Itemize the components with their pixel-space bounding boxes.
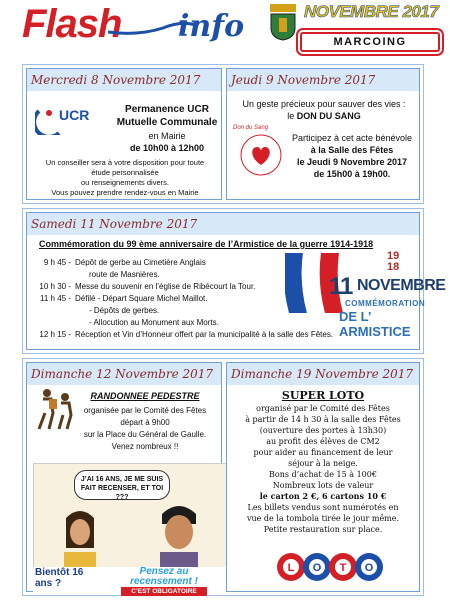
loto-line: pour aider au financement de leur xyxy=(253,448,393,457)
person-girl-illustration xyxy=(60,504,100,574)
panel-heading: Dimanche 12 Novembre 2017 xyxy=(27,363,221,385)
person-boy-illustration xyxy=(154,500,204,574)
svg-text:T: T xyxy=(339,562,347,574)
armistice-years: 19 18 xyxy=(387,250,400,273)
recensement-comic xyxy=(33,463,237,569)
schedule-row: - Dépôts de gerbes. xyxy=(89,306,160,315)
armistice-sub2: DE L’ ARMISTICE xyxy=(339,309,411,339)
panel-randonnee xyxy=(26,362,222,595)
ucr-desc-2: étude personnalisée xyxy=(91,168,159,177)
loto-details xyxy=(233,403,413,535)
sang-line-2 xyxy=(231,111,417,122)
loto-line: (ouverture des portes à 13h30) xyxy=(259,426,387,435)
armistice-month: NOVEMBRE xyxy=(357,277,446,294)
sang-line-6: de 15h00 à 19h00. xyxy=(313,169,391,179)
sang-line-3: Participez à cet acte bénévole xyxy=(291,133,413,143)
rando-line-2: départ à 9h00 xyxy=(120,418,170,427)
panel-armistice xyxy=(26,212,446,350)
ucr-title-1: Permanence UCR xyxy=(125,104,209,115)
sang-line-5: le Jeudi 9 Novembre 2017 xyxy=(296,157,408,167)
schedule-row: 9 h 45 - Dépôt de gerbe au Cimetière Anglais xyxy=(43,258,206,267)
ucr-logo-text: UCR xyxy=(59,107,90,123)
panel-ucr xyxy=(26,68,222,200)
svg-text:L: L xyxy=(287,562,295,574)
schedule-row: 11 h 45 - Défilé - Départ Square Michel Maillot. xyxy=(40,294,208,303)
ucr-desc-4: Vous pouvez prendre rendez-vous en Mairie xyxy=(51,188,199,197)
recensement-banner xyxy=(33,567,237,593)
svg-text:O: O xyxy=(364,562,374,574)
ucr-place: en Mairie xyxy=(148,131,186,141)
panel-heading: Samedi 11 Novembre 2017 xyxy=(27,213,419,235)
loto-line: Les billets vendus sont numérotés en xyxy=(247,503,399,512)
sang-line-1: Un geste précieux pour sauver des vies : xyxy=(242,99,406,109)
loto-line: au profit des élèves de CM2 xyxy=(266,437,380,446)
loto-title: SUPER LOTO xyxy=(281,389,365,402)
schedule-row: route de Masnières. xyxy=(89,270,160,279)
don-du-sang-logo-icon xyxy=(235,129,287,181)
ucr-title-2: Mutuelle Communale xyxy=(116,117,218,128)
don-du-sang-logo-text: Don du Sang xyxy=(233,125,269,131)
armistice-day: 11 xyxy=(329,273,353,300)
sang-line-4: à la Salle des Fêtes xyxy=(310,145,394,155)
panel-loto xyxy=(226,362,420,592)
panel-heading: Jeudi 9 Novembre 2017 xyxy=(227,69,419,91)
loto-line: vue de la tombola tirée le jour même. xyxy=(246,514,400,523)
rando-line-1: organisée par le Comité des Fêtes xyxy=(83,406,207,415)
month-title: NOVEMBRE 2017 xyxy=(304,2,439,21)
town-name: MARCOING xyxy=(333,36,407,48)
obligatoire-badge: C’EST OBLIGATOIRE xyxy=(121,587,207,596)
rando-title: RANDONNEE PEDESTRE xyxy=(90,391,200,401)
ucr-desc-1: Un conseiller sera à votre disposition pour toute xyxy=(45,158,205,167)
schedule-row: 10 h 30 - Messe du souvenir en l’église de Ribécourt la Tour. xyxy=(39,282,256,291)
ucr-desc-3: ou renseignements divers. xyxy=(81,178,169,187)
town-crest-icon xyxy=(268,2,298,42)
speech-bubble: J’AI 16 ANS, JE ME SUIS FAIT RECENSER, ET TOI ??? xyxy=(74,470,170,500)
ucr-hours: de 10h00 à 12h00 xyxy=(129,143,205,153)
armistice-sub: COMMÉMORATION xyxy=(345,299,426,308)
town-sign xyxy=(300,32,440,52)
sang-line-2-prefix: le xyxy=(287,111,297,121)
loto-line: séjour à la neige. xyxy=(288,459,358,468)
pensez-recensement: Pensez au recensement ! xyxy=(130,566,198,587)
panel-heading: Dimanche 19 Novembre 2017 xyxy=(227,363,419,385)
loto-line: organisé par le Comité des Fêtes xyxy=(256,404,390,413)
armistice-title: Commémoration du 99 ème anniversaire de l’Armistice de la guerre 1914-1918 xyxy=(39,239,374,249)
panel-heading: Mercredi 8 Novembre 2017 xyxy=(27,69,221,91)
schedule-row: - Allocution au Monument aux Morts. xyxy=(89,318,219,327)
loto-line: Nombreux lots de valeur xyxy=(272,481,374,490)
rando-line-3: sur la Place du Général de Gaulle. xyxy=(83,430,207,439)
sang-line-2-bold: DON DU SANG xyxy=(296,111,361,121)
svg-text:O: O xyxy=(312,562,322,574)
hikers-icon xyxy=(35,385,77,431)
panel-don-du-sang xyxy=(226,68,420,200)
rando-line-4: Venez nombreux !! xyxy=(111,442,179,451)
loto-line bold: le carton 2 €, 6 cartons 10 € xyxy=(259,491,387,501)
bientot-16-ans: Bientôt 16 ans ? xyxy=(35,567,84,589)
loto-line: à partir de 14 h 30 à la salle des Fêtes xyxy=(245,415,401,424)
loto-line: Petite restauration sur place. xyxy=(263,525,383,534)
flash-title: Flash xyxy=(22,2,122,46)
schedule-row: 12 h 15 - Réception et Vin d’Honneur offert par la municipalité à la salle des Fêtes. xyxy=(39,330,334,339)
loto-line: Bons d’achat de 15 à 100€ xyxy=(269,470,377,479)
info-title: info xyxy=(178,9,245,44)
loto-balls-icon xyxy=(275,551,385,583)
